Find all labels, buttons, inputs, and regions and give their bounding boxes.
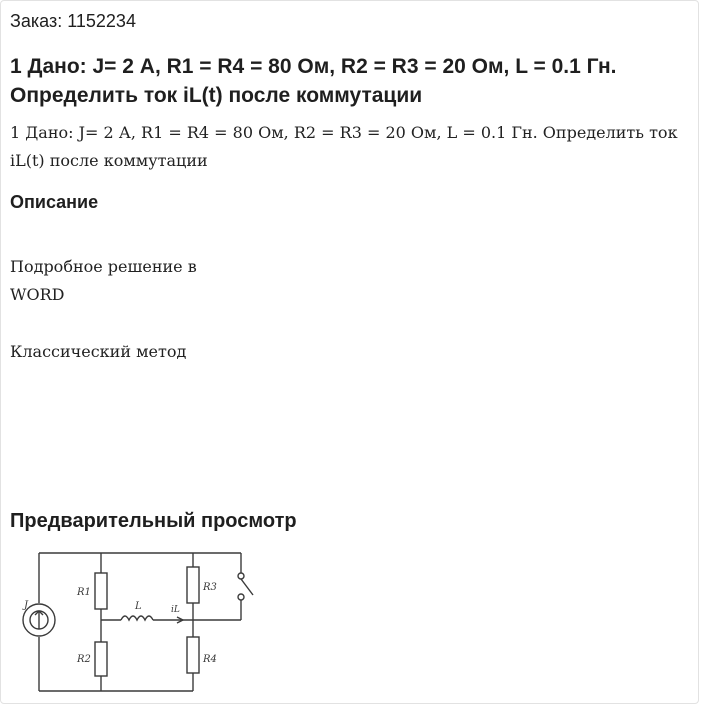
inductor-l xyxy=(121,616,153,620)
resistor-r4 xyxy=(187,637,199,673)
switch-contact-bottom xyxy=(238,594,244,600)
description-heading: Описание xyxy=(10,192,99,212)
description-paragraph-method: Классический метод xyxy=(10,342,187,361)
description-paragraph-word: Подробное решение в WORD xyxy=(10,257,197,304)
resistor-r2 xyxy=(95,642,107,676)
label-r2: R2 xyxy=(77,654,91,665)
resistor-r1 xyxy=(95,573,107,609)
circuit-diagram xyxy=(15,545,265,704)
label-l: L xyxy=(135,601,142,612)
task-title: 1 Дано: J= 2 А, R1 = R4 = 80 Ом, R2 = R3 = 20 Ом, L = 0.1 Гн. Определить ток iL(t) после коммутации xyxy=(10,55,617,107)
switch-blade xyxy=(241,579,253,595)
preview-heading: Предварительный просмотр xyxy=(10,510,297,532)
switch-contact-top xyxy=(238,573,244,579)
order-number: Заказ: 1152234 xyxy=(10,11,136,31)
resistor-r3 xyxy=(187,567,199,603)
label-r1: R1 xyxy=(77,587,91,598)
label-r4: R4 xyxy=(203,654,217,665)
task-description: 1 Дано: J= 2 А, R1 = R4 = 80 Ом, R2 = R3 = 20 Ом, L = 0.1 Гн. Определить ток iL(t) после коммутации xyxy=(10,123,678,170)
label-il: iL xyxy=(171,605,180,615)
label-j: J xyxy=(24,600,29,611)
label-r3: R3 xyxy=(203,582,217,593)
